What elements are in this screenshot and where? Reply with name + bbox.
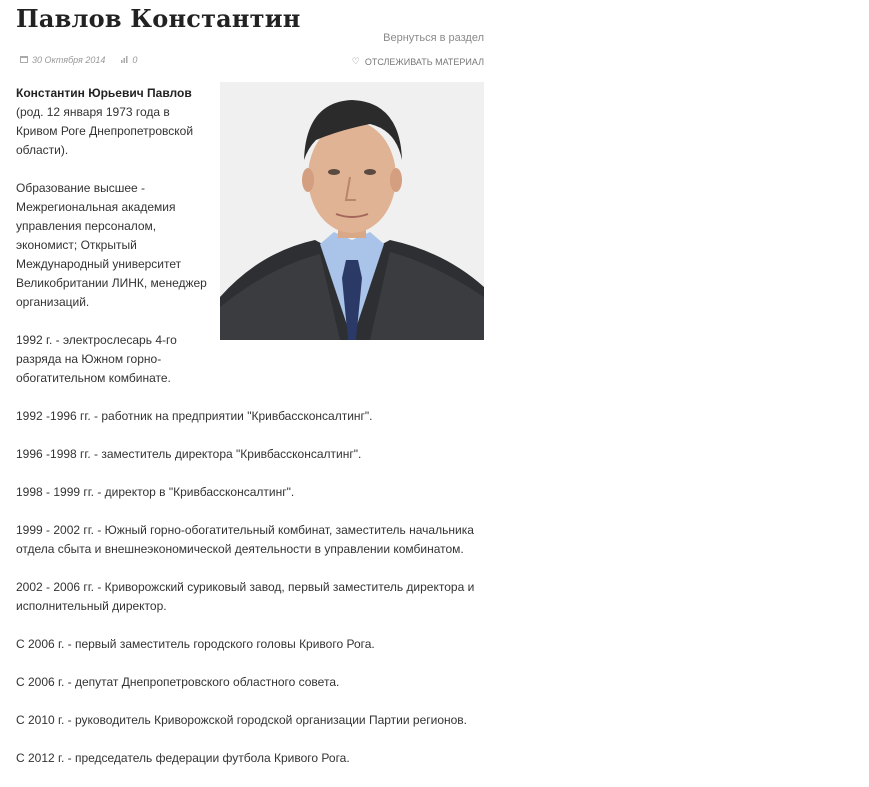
article-body (16, 84, 484, 787)
heart-icon: ♡ (351, 56, 360, 66)
career-item: С 2010 г. - руководитель Криворожской городской организации Партии регионов. (16, 713, 468, 727)
person-name: Константин Юрьевич Павлов (16, 86, 192, 100)
education-paragraph: Образование высшее - Межрегиональная академия управления персоналом, экономист; Открытый Международный университет Великобритании ЛИНК, менеджер организаций. (16, 181, 207, 309)
article-date: 30 Октября 2014 (32, 55, 106, 65)
views-count: 0 (132, 55, 138, 65)
page-title: Павлов Константин (16, 4, 301, 33)
career-item: С 2006 г. - депутат Днепропетровского областного совета. (16, 675, 340, 689)
back-to-section-link[interactable]: Вернуться в раздел (383, 32, 484, 44)
follow-material-button[interactable] (352, 56, 484, 67)
career-list (16, 407, 484, 768)
bar-chart-icon (121, 55, 128, 65)
career-item: 1998 - 1999 гг. - директор в "Кривбассконсалтинг". (16, 485, 295, 499)
career-first-paragraph: 1992 г. - электрослесарь 4-го разряда на Южном горно-обогатительном комбинате. (16, 333, 177, 385)
calendar-icon (20, 55, 28, 65)
career-item: 2002 - 2006 гг. - Криворожский суриковый завод, первый заместитель директора и исполнительный директор. (16, 580, 475, 613)
career-item: 1996 -1998 гг. - заместитель директора "Кривбассконсалтинг". (16, 447, 362, 461)
follow-label: ОТСЛЕЖИВАТЬ МАТЕРИАЛ (364, 56, 484, 67)
intro-paragraph (16, 84, 212, 160)
career-item: 1992 -1996 гг. - работник на предприятии "Кривбассконсалтинг". (16, 409, 373, 423)
birth-text: (род. 12 января 1973 года в Кривом Роге Днепропетровской области). (16, 105, 194, 157)
article-meta (20, 55, 137, 65)
career-item: С 2006 г. - первый заместитель городского головы Кривого Рога. (16, 637, 375, 651)
views-counter (121, 55, 137, 65)
career-item: 1999 - 2002 гг. - Южный горно-обогатительный комбинат, заместитель начальника отдела сбыта и внешнеэкономической деятельности в управлении комбинатом. (16, 523, 474, 556)
career-item: С 2012 г. - председатель федерации футбола Кривого Рога. (16, 751, 350, 765)
